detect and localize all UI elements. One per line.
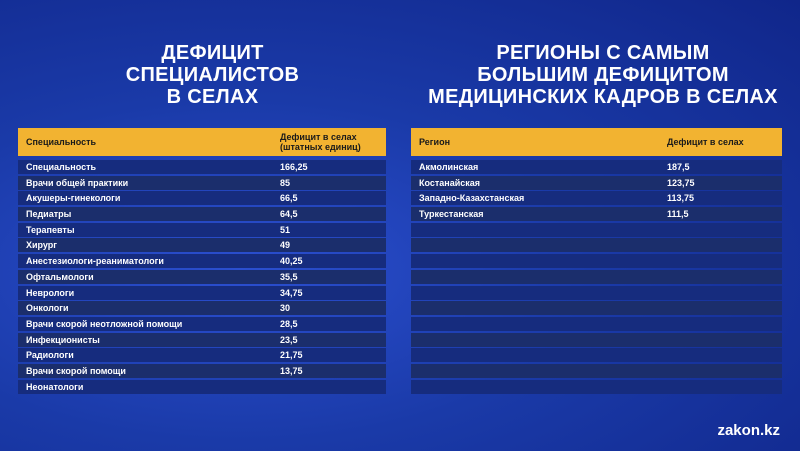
- left-title: [95, 42, 330, 108]
- table-row: [18, 270, 386, 284]
- cell-value: 66,5: [280, 193, 298, 204]
- cell-name: Акмолинская: [419, 162, 479, 172]
- table-row: [18, 191, 386, 205]
- table-row: [18, 254, 386, 268]
- table-row: [411, 223, 782, 237]
- table-row: [411, 333, 782, 347]
- table-row: [411, 317, 782, 331]
- cell-value: 166,25: [280, 162, 308, 172]
- cell-name: Туркестанская: [419, 209, 484, 220]
- table-row: [411, 207, 782, 221]
- column-header-deficit: [280, 132, 386, 152]
- cell-value: 21,75: [280, 350, 303, 361]
- cell-name: Неврологи: [26, 287, 75, 298]
- cell-value: 34,75: [280, 287, 303, 298]
- right-title-line: РЕГИОНЫ С САМЫМ: [496, 42, 710, 64]
- right-title: [418, 42, 788, 108]
- table-row: [18, 160, 386, 174]
- column-header-line: Дефицит в селах: [280, 132, 357, 142]
- table-row: [411, 160, 782, 174]
- left-title-line: В СЕЛАХ: [166, 86, 259, 108]
- table-row: [411, 380, 782, 394]
- cell-name: Костанайская: [419, 177, 481, 188]
- specialists-table: [18, 128, 386, 395]
- cell-value: 187,5: [667, 162, 690, 172]
- table-row: [18, 223, 386, 237]
- table-row: [18, 333, 386, 347]
- left-title-line: СПЕЦИАЛИСТОВ: [125, 64, 300, 86]
- table-header: [18, 128, 386, 156]
- cell-name: Педиатры: [26, 209, 72, 220]
- cell-name: Врачи общей практики: [26, 177, 129, 188]
- cell-name: Западно-Казахстанская: [419, 193, 525, 204]
- cell-value: 35,5: [280, 271, 298, 282]
- table-row: [411, 254, 782, 268]
- table-row: [18, 286, 386, 300]
- table-row: [411, 286, 782, 300]
- table-row: [18, 238, 386, 252]
- right-title-line: МЕДИЦИНСКИХ КАДРОВ В СЕЛАХ: [428, 86, 778, 108]
- brand-logo: zakon.kz: [717, 422, 780, 439]
- regions-table: [411, 128, 782, 395]
- table-row: [411, 191, 782, 205]
- cell-value: 13,75: [280, 365, 303, 376]
- cell-value: 30: [280, 303, 291, 314]
- table-row: [411, 348, 782, 362]
- cell-name: Онкологи: [26, 303, 69, 314]
- left-title-line: ДЕФИЦИТ: [161, 42, 264, 64]
- cell-name: Радиологи: [26, 350, 74, 361]
- table-row: [411, 238, 782, 252]
- right-title-line: БОЛЬШИМ ДЕФИЦИТОМ: [477, 64, 729, 86]
- cell-value: 28,5: [280, 318, 298, 329]
- table-row: [18, 380, 386, 394]
- cell-name: Неонатологи: [26, 381, 84, 392]
- cell-value: 51: [280, 224, 291, 235]
- table-row: [411, 301, 782, 315]
- table-row: [411, 364, 782, 378]
- cell-name: Терапевты: [26, 224, 75, 235]
- table-header: [411, 128, 782, 156]
- cell-name: Инфекционисты: [26, 334, 100, 345]
- column-header-region: Регион: [419, 137, 450, 147]
- table-row: [18, 207, 386, 221]
- table-row: [18, 301, 386, 315]
- cell-value: 40,25: [280, 256, 303, 267]
- table-row: [18, 364, 386, 378]
- cell-name: Врачи скорой неотложной помощи: [26, 318, 183, 329]
- table-row: [18, 317, 386, 331]
- cell-value: 64,5: [280, 209, 298, 220]
- column-header-line: (штатных единиц): [280, 142, 361, 152]
- cell-name: Хирург: [26, 240, 58, 251]
- table-row: [18, 176, 386, 190]
- table-body: [18, 160, 386, 394]
- cell-name: Акушеры-гинекологи: [26, 193, 121, 204]
- table-body: [411, 160, 782, 394]
- column-header-specialty: Специальность: [26, 137, 97, 147]
- table-row: [411, 176, 782, 190]
- cell-value: 123,75: [667, 177, 695, 188]
- cell-name: Офтальмологи: [26, 271, 94, 282]
- column-header-deficit: Дефицит в селах: [667, 137, 744, 147]
- cell-name: Врачи скорой помощи: [26, 365, 126, 376]
- cell-name: Специальность: [26, 162, 97, 172]
- cell-value: 111,5: [667, 209, 689, 220]
- cell-value: 49: [280, 240, 291, 251]
- cell-value: 23,5: [280, 334, 298, 345]
- table-row: [411, 270, 782, 284]
- table-row: [18, 348, 386, 362]
- cell-value: 85: [280, 177, 291, 188]
- cell-value: 113,75: [667, 193, 695, 204]
- cell-name: Анестезиологи-реаниматологи: [26, 256, 164, 267]
